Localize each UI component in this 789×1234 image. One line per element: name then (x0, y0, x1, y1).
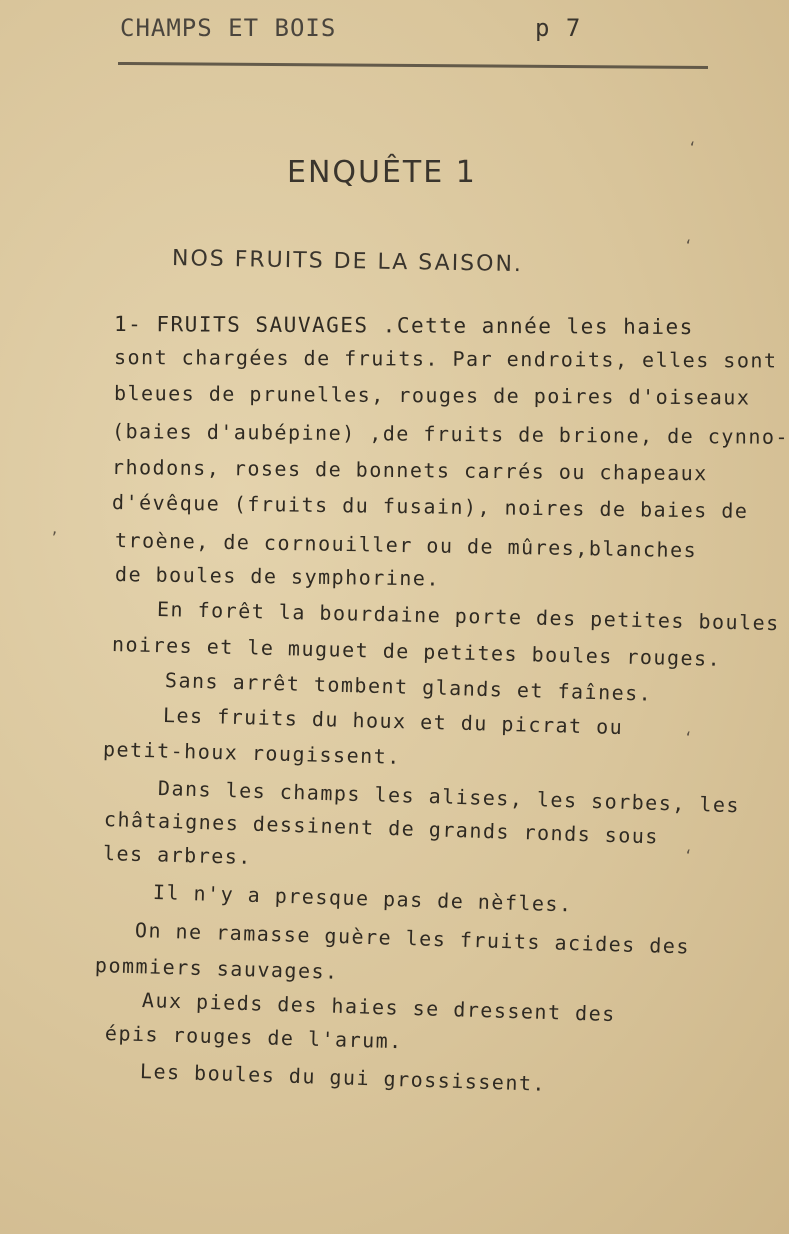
text-line: Il n'y a presque pas de nèfles. (152, 880, 573, 917)
paper-mark: ʻ (684, 238, 693, 254)
text-line: pommiers sauvages. (94, 953, 339, 984)
text-line: Sans arrêt tombent glands et faînes. (164, 668, 653, 706)
section-subtitle: NOS FRUITS DE LA SAISON. (171, 246, 524, 278)
text-line: 1- FRUITS SAUVAGES .Cette année les haies (113, 312, 694, 340)
journal-title: CHAMPS ET BOIS (120, 14, 337, 42)
paper-mark: ʻ (684, 730, 693, 746)
text-line: noires et le muguet de petites boules rouges. (111, 632, 722, 671)
paper-mark: ʼ (50, 530, 59, 546)
text-line: troène, de cornouiller ou de mûres,blanches (114, 528, 698, 563)
text-line: de boules de symphorine. (114, 562, 441, 591)
text-line: Dans les champs les alises, les sorbes, les (157, 776, 741, 818)
text-line: petit-houx rougissent. (102, 737, 402, 769)
text-line: Aux pieds des haies se dressent des (141, 988, 617, 1027)
text-line: Les fruits du houx et du picrat ou (162, 703, 624, 740)
text-line: épis rouges de l'arum. (104, 1021, 404, 1054)
page-title: ENQUÊTE 1 (287, 155, 477, 190)
page-number: p 7 (535, 14, 582, 42)
paper-mark: ʻ (684, 848, 693, 864)
text-line: (baies d'aubépine) ,de fruits de brione, de cynno- (111, 419, 789, 449)
text-line: les arbres. (102, 841, 253, 869)
text-line: Les boules du gui grossissent. (139, 1059, 547, 1096)
text-line: d'évêque (fruits du fusain), noires de baies de (111, 490, 749, 523)
text-line: bleues de prunelles, rouges de poires d'oiseaux (113, 381, 751, 410)
text-line: En forêt la bourdaine porte des petites boules (156, 597, 781, 636)
text-line: sont chargées de fruits. Par endroits, elles sont (113, 345, 778, 373)
text-line: rhodons, roses de bonnets carrés ou chapeaux (111, 455, 708, 486)
paper-mark: ʻ (688, 140, 697, 156)
text-line: On ne ramasse guère les fruits acides des (134, 918, 691, 959)
text-line: châtaignes dessinent de grands ronds sous (103, 807, 660, 849)
